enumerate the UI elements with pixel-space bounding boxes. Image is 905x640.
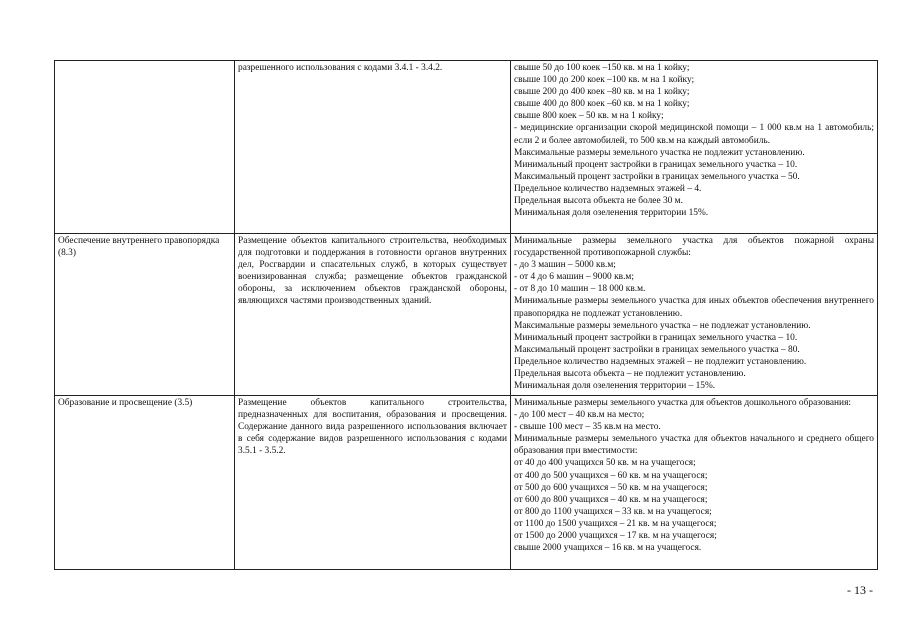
- table-row: [55, 234, 878, 396]
- table-row: [55, 61, 878, 234]
- parameter-line: Минимальные размеры земельного участка для иных объектов обеспечения внутреннего правопорядка не подлежат установлению.: [514, 296, 874, 319]
- parameter-line: свыше 50 до 100 коек –150 кв. м на 1 койку;: [514, 63, 690, 73]
- parameter-line: Минимальные размеры земельного участка для объектов пожарной охраны государственной противопожарной службы:: [514, 236, 874, 259]
- parameter-line: свыше 200 до 400 коек –80 кв. м на 1 койку;: [514, 87, 690, 98]
- use-description-cell: Размещение объектов капитального строительства, предназначенных для воспитания, образования и просвещения. Содержание данного вида разрешенного использования включает в себя содержание видов разрешенного использования с кодами 3.5.1 - 3.5.2.: [235, 396, 511, 570]
- parameter-line: Предельное количество надземных этажей – 4.: [514, 183, 702, 194]
- parameter-line: Минимальный процент застройки в границах земельного участка – 10.: [514, 159, 798, 170]
- parameter-line: Минимальная доля озеленения территории 15%.: [514, 208, 709, 219]
- page-number: - 13 -: [847, 583, 873, 597]
- parameters-cell: [511, 396, 878, 570]
- parameter-line: от 1100 до 1500 учащихся – 21 кв. м на учащегося;: [514, 518, 717, 529]
- land-use-regulations-table: [54, 60, 878, 570]
- parameter-line: Минимальные размеры земельного участка для объектов начального и среднего общего образования при вместимости:: [514, 434, 874, 457]
- parameter-line: - от 4 до 6 машин – 9000 кв.м;: [514, 272, 634, 283]
- parameters-cell: [511, 234, 878, 396]
- use-description-cell: Размещение объектов капитального строительства, необходимых для подготовки и поддержания в готовности органов внутренних дел, Росгвардии и спасательных служб, в которых существует военизированная служба; размещение объектов гражданской обороны, за исключением объектов гражданской обороны, являющихся частями производственных зданий.: [235, 234, 511, 396]
- parameter-line: свыше 100 до 200 коек –100 кв. м на 1 койку;: [514, 75, 695, 86]
- parameter-line: от 40 до 400 учащихся 50 кв. м на учащегося;: [514, 458, 696, 469]
- parameter-line: - медицинские организации скорой медицинской помощи – 1 000 кв.м на 1 автомобиль; если 2 и более автомобилей, то 500 кв.м на каждый автомобиль.: [514, 123, 874, 146]
- parameter-line: от 800 до 1100 учащихся – 33 кв. м на учащегося;: [514, 506, 712, 517]
- parameter-line: свыше 800 коек – 50 кв. м на 1 койку;: [514, 111, 664, 122]
- parameter-line: от 1500 до 2000 учащихся – 17 кв. м на учащегося;: [514, 531, 717, 542]
- parameter-line: - до 100 мест – 40 кв.м на место;: [514, 410, 645, 421]
- parameter-line: свыше 2000 учащихся – 16 кв. м на учащегося.: [514, 543, 702, 554]
- parameter-line: Минимальная доля озеленения территории – 15%.: [514, 381, 716, 392]
- parameter-line: свыше 400 до 800 коек –60 кв. м на 1 койку;: [514, 99, 690, 110]
- parameter-line: Максимальный процент застройки в границах земельного участка – 80.: [514, 344, 800, 355]
- parameter-line: - до 3 машин – 5000 кв.м;: [514, 260, 616, 271]
- parameter-line: от 500 до 600 учащихся – 50 кв. м на учащегося;: [514, 482, 708, 493]
- use-type-name-cell: Обеспечение внутреннего правопорядка (8.3): [55, 234, 235, 396]
- parameter-line: - свыше 100 мест – 35 кв.м на место.: [514, 422, 661, 433]
- parameter-line: Минимальные размеры земельного участка для объектов дошкольного образования:: [514, 398, 851, 408]
- parameter-line: от 600 до 800 учащихся – 40 кв. м на учащегося;: [514, 494, 708, 505]
- use-type-name-cell: Образование и просвещение (3.5): [55, 396, 235, 570]
- parameter-line: Максимальный процент застройки в границах земельного участка – 50.: [514, 171, 800, 182]
- parameter-line: от 400 до 500 учащихся – 60 кв. м на учащегося;: [514, 470, 708, 481]
- parameters-cell: [511, 61, 878, 234]
- parameter-line: - от 8 до 10 машин – 18 000 кв.м.: [514, 284, 646, 295]
- parameter-line: Максимальные размеры земельного участка не подлежит установлению.: [514, 147, 805, 158]
- parameter-line: Максимальные размеры земельного участка – не подлежат установлению.: [514, 320, 811, 331]
- parameter-line: Предельное количество надземных этажей – не подлежит установлению.: [514, 356, 807, 367]
- table-row: [55, 396, 878, 570]
- use-type-name-cell: [55, 61, 235, 234]
- use-description-cell: разрешенного использования с кодами 3.4.1 - 3.4.2.: [235, 61, 511, 234]
- parameter-line: Минимальный процент застройки в границах земельного участка – 10.: [514, 332, 798, 343]
- parameter-line: Предельная высота объекта не более 30 м.: [514, 196, 683, 207]
- parameter-line: Предельная высота объекта – не подлежит установлению.: [514, 369, 746, 380]
